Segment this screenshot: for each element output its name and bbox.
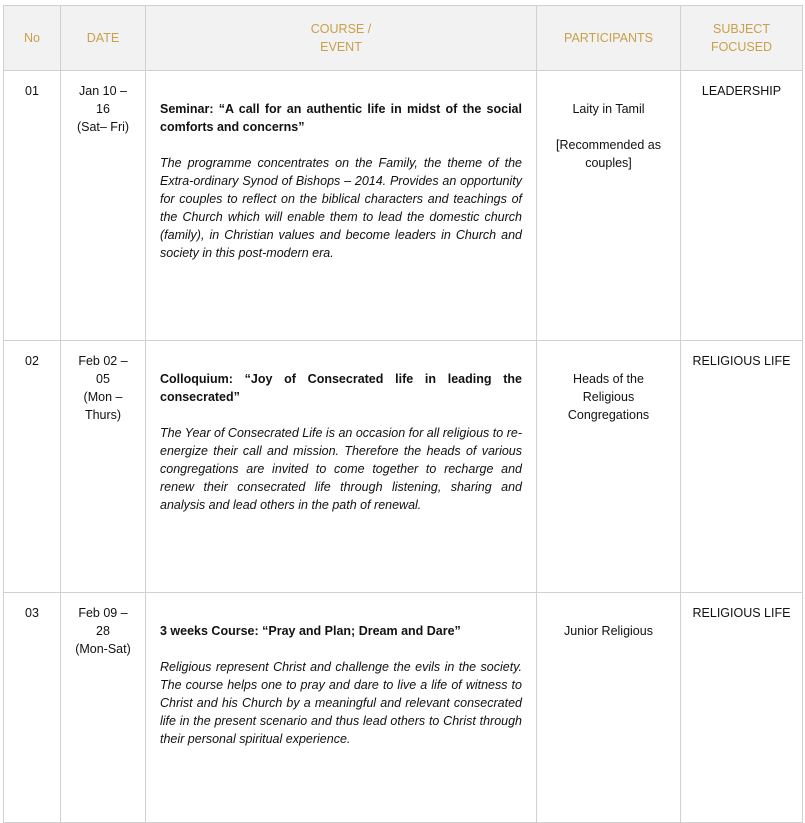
date-line: (Mon-Sat) (75, 642, 131, 656)
course-description: The programme concentrates on the Family, the theme of the Extra-ordinary Synod of Bishops – 2014. Provides an opportunity for couples to reflect on the biblical characters and teachings of the Church which will enable them to lead the domestic church (family), in Christian values and become leaders in Church and society in this post-modern era. (160, 156, 522, 260)
table-body (4, 71, 803, 823)
date-line: (Sat– Fri) (76, 120, 130, 134)
row-course (146, 71, 537, 341)
header-date (61, 6, 146, 71)
course-title: Colloquium: “Joy of Consecrated life in leading the consecrated” (160, 372, 522, 404)
participants-line: couples] (585, 156, 632, 170)
schedule-table (3, 5, 803, 823)
participants-line: [Recommended as (556, 138, 661, 152)
table-row (4, 341, 803, 593)
header-subject (681, 6, 803, 71)
participants-line: Laity in Tamil (572, 102, 645, 116)
table-row (4, 71, 803, 341)
table-header (4, 6, 803, 71)
header-participants (537, 6, 681, 71)
header-no-label: No (24, 31, 40, 45)
date-line: 28 (96, 624, 110, 638)
row-date (61, 593, 146, 823)
row-subject: LEADERSHIP (681, 71, 803, 341)
row-participants (537, 71, 681, 341)
row-no: 03 (4, 593, 61, 823)
header-participants-label: PARTICIPANTS (564, 31, 653, 45)
row-no: 01 (4, 71, 61, 341)
date-line: Feb 02 – (78, 354, 128, 368)
course-description: The Year of Consecrated Life is an occasion for all religious to re-energize their call and mission. Therefore the heads of various congregations are invited to come together to recharge and renew their consecrated life through listening, sharing and analysis and lead others in the path of renewal. (160, 426, 522, 512)
date-line: Thurs) (84, 408, 122, 422)
participants-line: Junior Religious (564, 624, 653, 638)
row-participants (537, 341, 681, 593)
row-no: 02 (4, 341, 61, 593)
header-no (4, 6, 61, 71)
header-subject-line1: SUBJECT (713, 22, 770, 36)
header-course (146, 6, 537, 71)
course-title: 3 weeks Course: “Pray and Plan; Dream and Dare” (160, 624, 461, 638)
row-subject: RELIGIOUS LIFE (681, 341, 803, 593)
header-course-line2: EVENT (320, 40, 362, 54)
date-line: (Mon – (83, 390, 123, 404)
date-line: 05 (96, 372, 110, 386)
header-date-label: DATE (86, 31, 120, 45)
participants-line: Congregations (567, 408, 650, 422)
date-line: Jan 10 – (79, 84, 127, 98)
row-participants (537, 593, 681, 823)
participants-line: Religious (582, 390, 635, 404)
header-course-line1: COURSE / (310, 22, 372, 36)
row-subject: RELIGIOUS LIFE (681, 593, 803, 823)
header-subject-line2: FOCUSED (710, 40, 773, 54)
course-description: Religious represent Christ and challenge the evils in the society. The course helps one to pray and dare to live a life of witness to Christ and his Church by a meaningful and relevant consecrated life in the present scenario and thus lead others to Christ through their personal spiritual experience. (160, 660, 522, 746)
date-line: Feb 09 – (78, 606, 128, 620)
table-row (4, 593, 803, 823)
course-title: Seminar: “A call for an authentic life in midst of the social comforts and concerns” (160, 102, 522, 134)
participants-line: Heads of the (573, 372, 644, 386)
row-course (146, 341, 537, 593)
header-row (4, 6, 803, 71)
row-date (61, 71, 146, 341)
row-course (146, 593, 537, 823)
row-date (61, 341, 146, 593)
date-line: 16 (96, 102, 110, 116)
